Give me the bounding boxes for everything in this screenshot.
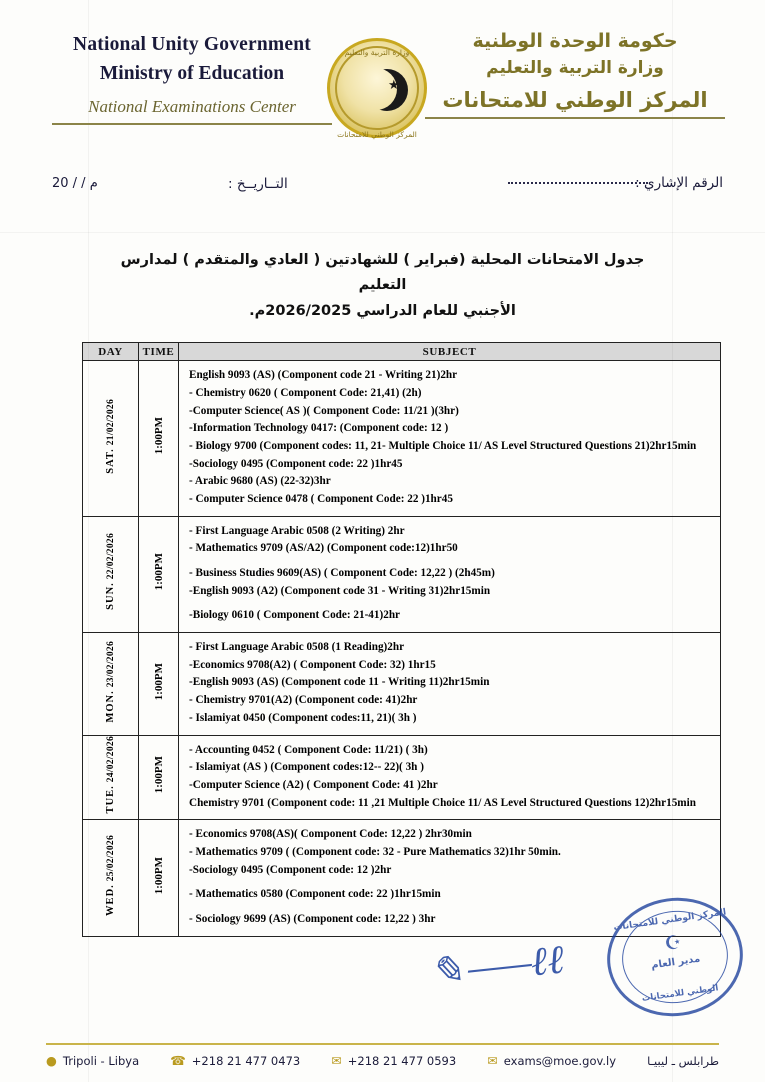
subject-line: English 9093 (AS) (Component code 21 - Writing 21)2hr xyxy=(189,369,458,382)
footer-contact-row xyxy=(46,1054,719,1068)
day-name: WED. xyxy=(104,884,116,916)
subject-line: - Islamiyat 0450 (Component codes:11, 21)( 3h ) xyxy=(189,711,417,724)
day-date: 23/02/2026 xyxy=(105,640,116,687)
envelope-icon: ✉ xyxy=(487,1052,498,1068)
time-value: 1:00PM xyxy=(152,662,165,700)
day-name: SAT. xyxy=(104,447,116,474)
cell-day xyxy=(83,633,139,735)
fax-icon: ✉ xyxy=(331,1052,342,1068)
subject-line: - Mathematics 9709 (AS/A2) (Component code:12)1hr50 xyxy=(189,542,458,555)
cell-day xyxy=(83,361,139,517)
subject-line: -Biology 0610 ( Component Code: 21-41)2hr xyxy=(189,609,401,622)
subject-line: - Business Studies 9609(AS) ( Component Code: 12,22 ) (2h45m) xyxy=(189,567,495,579)
table-row xyxy=(83,633,721,735)
footer-divider xyxy=(46,1043,719,1045)
subject-line: -English 9093 (AS) (Component code 11 - Writing 11)2hr15min xyxy=(189,676,490,689)
date-number: 20 / / xyxy=(52,176,86,191)
org-line-1: National Unity Government xyxy=(73,34,311,55)
subject-line: - Sociology 9699 (AS) (Component code: 12,22 ) 3hr xyxy=(189,913,436,925)
subject-line: - Accounting 0452 ( Component Code: 11/21) ( 3h) xyxy=(189,743,428,756)
footer-address-en-text: Tripoli - Libya xyxy=(62,1054,140,1068)
title-line-1: جدول الامتحانات المحلية (فبراير ) للشهادتين ( العادي والمتقدم ) لمدارس التعليم xyxy=(120,252,645,294)
location-pin-icon: ● xyxy=(46,1052,57,1068)
footer-address-ar-text: طرابلس ـ ليبيـا xyxy=(647,1054,719,1068)
scan-artifact xyxy=(0,232,765,233)
cell-day xyxy=(83,820,139,936)
subject-line: - Mathematics 0580 (Component code: 22 )1hr15min xyxy=(189,888,441,901)
stamp-bottom-text: الوطني للامتحانات xyxy=(641,983,720,1004)
subject-line: -Information Technology 0417: (Component code: 12 ) xyxy=(189,422,449,435)
stamp-middle-text: مدير العام xyxy=(650,953,701,972)
footer-email[interactable] xyxy=(487,1054,616,1068)
day-date: 22/02/2026 xyxy=(105,533,116,580)
date-value xyxy=(52,176,98,191)
emblem-arc-bottom: المركز الوطني للامتحانات xyxy=(337,130,417,139)
reference-dotted-line xyxy=(508,182,648,184)
subject-line: - Arabic 9680 (AS) (22-32)3hr xyxy=(189,475,331,488)
header-rule-left xyxy=(52,123,332,125)
org-line-ar-2: وزارة التربية والتعليم xyxy=(486,58,664,78)
star-icon: ★ xyxy=(388,77,400,92)
reference-label: الرقم الإشاري : xyxy=(635,175,723,191)
stamp-crescent-icon: ☪ xyxy=(663,932,684,956)
table-row xyxy=(83,361,721,517)
day-name: MON. xyxy=(104,689,116,723)
phone-icon: ☎ xyxy=(170,1052,186,1068)
cell-subjects xyxy=(179,516,721,632)
stamp-top-text: المركز الوطني للامتحانات xyxy=(612,907,727,934)
table-row xyxy=(83,735,721,820)
column-header-time: TIME xyxy=(139,343,179,361)
day-date: 25/02/2026 xyxy=(105,835,116,882)
cell-day xyxy=(83,516,139,632)
subject-line: - Chemistry 0620 ( Component Code: 21,41) (2h) xyxy=(189,386,422,399)
day-name: SUN. xyxy=(104,582,116,611)
cell-subjects xyxy=(179,735,721,820)
header-rule-right xyxy=(425,117,725,119)
time-value: 1:00PM xyxy=(152,417,165,455)
exam-schedule-table xyxy=(82,342,721,937)
cell-time xyxy=(139,516,179,632)
time-value: 1:00PM xyxy=(152,756,165,794)
reference-row xyxy=(0,170,765,212)
subject-line: - Biology 9700 (Component codes: 11, 21- Multiple Choice 11/ AS Level Structured Questions 21)2hr15min xyxy=(189,439,697,452)
cell-time xyxy=(139,633,179,735)
column-header-day: DAY xyxy=(83,343,139,361)
org-line-ar-1: حكومة الوحدة الوطنية xyxy=(472,30,678,52)
table-row xyxy=(83,516,721,632)
date-label: التــاريــخ : xyxy=(228,176,288,192)
day-name: TUE. xyxy=(104,785,116,814)
time-value: 1:00PM xyxy=(152,856,165,895)
cell-time xyxy=(139,735,179,820)
page-title xyxy=(120,248,645,324)
date-suffix: م xyxy=(89,176,98,191)
subject-line: -Sociology 0495 (Component code: 12 )2hr xyxy=(189,863,392,876)
cell-day xyxy=(83,735,139,820)
national-emblem-icon xyxy=(318,38,436,150)
footer-phone-2[interactable] xyxy=(331,1054,456,1068)
table-header-row xyxy=(83,343,721,361)
cell-subjects xyxy=(179,633,721,735)
document-footer xyxy=(0,1043,765,1068)
subject-line: -Economics 9708(A2) ( Component Code: 32) 1hr15 xyxy=(189,658,436,671)
subject-line: -Computer Science (A2) ( Component Code: 41 )2hr xyxy=(189,778,438,791)
subject-line: -Computer Science( AS )( Component Code: 11/21 )(3hr) xyxy=(189,404,459,417)
subject-line: - Computer Science 0478 ( Component Code: 22 )1hr45 xyxy=(189,492,453,505)
subject-spacer xyxy=(189,879,712,886)
org-line-ar-3: المركز الوطني للامتحانات xyxy=(442,88,708,112)
subject-line: - First Language Arabic 0508 (2 Writing) 2hr xyxy=(189,524,405,537)
subject-line: -English 9093 (A2) (Component code 31 - Writing 31)2hr15min xyxy=(189,584,491,597)
footer-address-en xyxy=(46,1054,139,1068)
org-line-3: National Examinations Center xyxy=(88,97,296,116)
day-date: 21/02/2026 xyxy=(105,398,116,445)
time-value: 1:00PM xyxy=(152,553,165,591)
cell-time xyxy=(139,820,179,936)
column-header-subject: SUBJECT xyxy=(179,343,721,361)
emblem-arc-top: وزارة التربية والتعليم xyxy=(344,48,410,57)
org-line-2: Ministry of Education xyxy=(99,63,285,84)
subject-line: -Sociology 0495 (Component code: 22 )1hr45 xyxy=(189,457,403,470)
footer-phone-1[interactable] xyxy=(170,1054,300,1068)
schedule-table-wrapper xyxy=(82,342,721,937)
subject-line: - Chemistry 9701(A2) (Component code: 41)2hr xyxy=(189,694,418,707)
title-line-2: الأجنبي للعام الدراسي 2026/2025م. xyxy=(249,302,516,319)
footer-phone-2-text: +218 21 477 0593 xyxy=(347,1054,457,1068)
footer-address-ar xyxy=(647,1054,719,1068)
subject-spacer xyxy=(189,558,712,565)
cell-subjects xyxy=(179,361,721,517)
subject-line: - Islamiyat (AS ) (Component codes:12-- 22)( 3h ) xyxy=(189,761,424,774)
footer-phone-1-text: +218 21 477 0473 xyxy=(191,1054,301,1068)
subject-line: Chemistry 9701 (Component code: 11 ,21 Multiple Choice 11/ AS Level Structured Questions 12)2hr15min xyxy=(189,796,696,809)
day-date: 24/02/2026 xyxy=(105,736,116,783)
header-english-block xyxy=(52,34,332,125)
subject-spacer xyxy=(189,600,712,607)
cell-time xyxy=(139,361,179,517)
subject-line: - Mathematics 9709 ( (Component code: 32 - Pure Mathematics 32)1hr 50min. xyxy=(189,845,561,858)
scan-artifact xyxy=(88,0,89,1082)
footer-email-text: exams@moe.gov.ly xyxy=(503,1054,617,1068)
document-header xyxy=(0,0,765,160)
signature: ✎⸺ℓℓ xyxy=(427,936,567,996)
subject-line: - Economics 9708(AS)( Component Code: 12,22 ) 2hr30min xyxy=(189,828,472,841)
header-arabic-block xyxy=(425,30,725,119)
table-body xyxy=(83,361,721,937)
subject-line: - First Language Arabic 0508 (1 Reading)2hr xyxy=(189,641,405,654)
